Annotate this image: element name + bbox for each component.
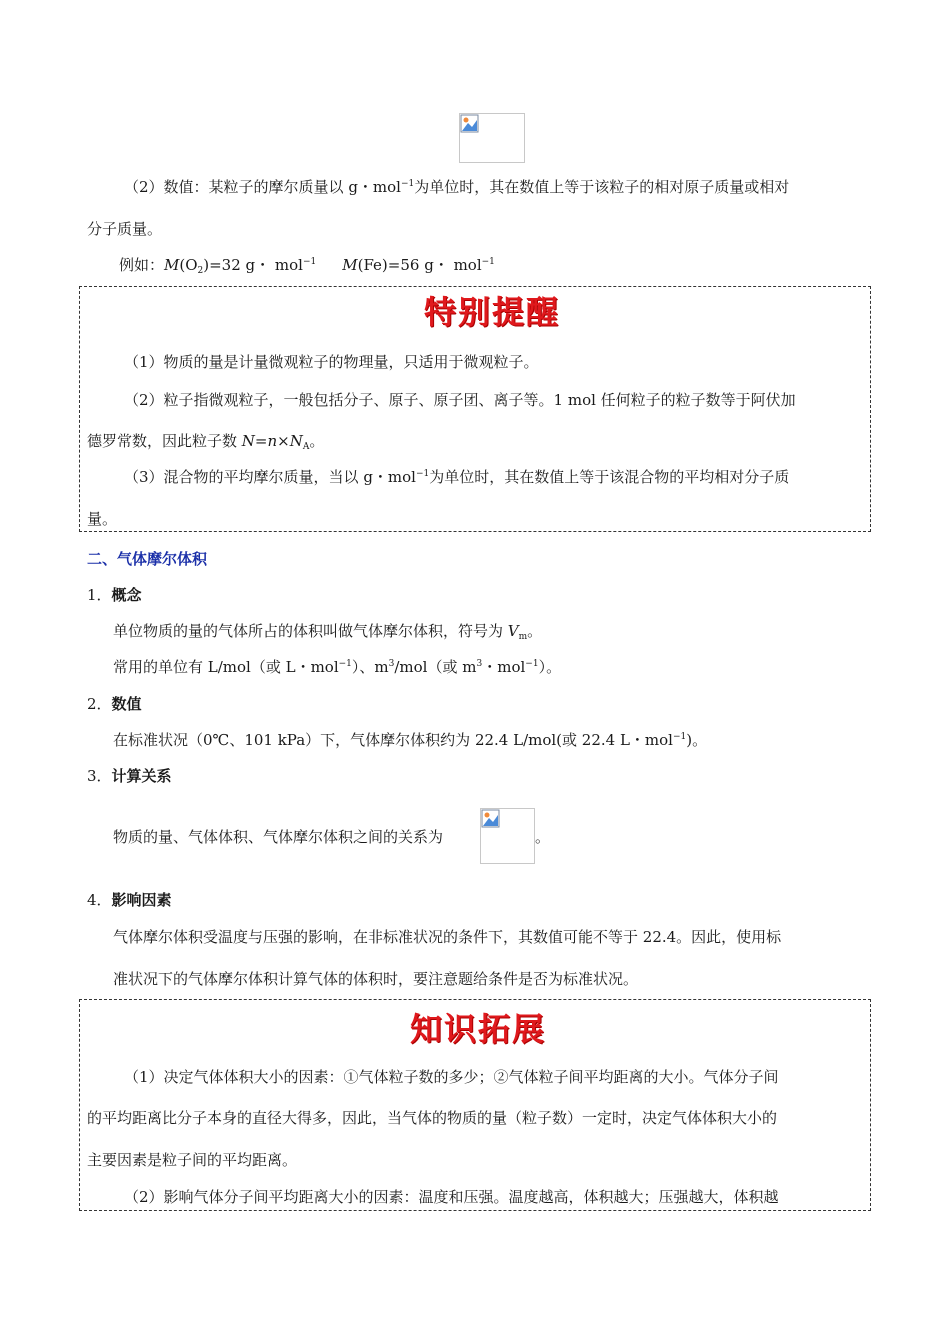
superscript: −1 xyxy=(525,659,539,669)
reminder-p3b: 量。 xyxy=(87,510,118,528)
text: ）。 xyxy=(538,658,562,676)
var: M xyxy=(342,256,358,274)
var: n xyxy=(267,432,278,450)
paragraph-value xyxy=(124,177,789,197)
superscript: −1 xyxy=(481,257,495,267)
formula-image-placeholder xyxy=(480,808,535,864)
subscript: m xyxy=(518,632,528,642)
reminder-p2a: （2）粒子指微观粒子，一般包括分子、原子、原子团、离子等。1 mol 任何粒子的粒子数等于阿伏加 xyxy=(124,391,796,409)
var: N xyxy=(289,432,303,450)
subscript: A xyxy=(302,442,310,452)
superscript: −1 xyxy=(415,469,430,479)
expand-p2: （2）影响气体分子间平均距离大小的因素：温度和压强。温度越高，体积越大；压强越大，体积越 xyxy=(124,1188,779,1206)
section-heading: 二、气体摩尔体积 xyxy=(87,550,208,568)
title: 影响因素 xyxy=(111,891,172,909)
text: （3）混合物的平均摩尔质量，当以 g・mol xyxy=(124,468,416,486)
text: 例如： xyxy=(119,256,165,274)
s3-p1-end: 。 xyxy=(535,828,551,846)
reminder-p3a xyxy=(124,467,789,487)
text: = xyxy=(254,432,268,450)
text: ・mol xyxy=(482,658,526,676)
text: 。 xyxy=(309,432,325,450)
text: /mol（或 m xyxy=(394,658,477,676)
subheading-3 xyxy=(87,766,172,786)
number: 4． xyxy=(87,891,112,909)
superscript: −1 xyxy=(338,659,352,669)
s1-p2 xyxy=(113,657,561,677)
text: ）、m xyxy=(351,658,389,676)
text: × xyxy=(277,432,290,450)
text: )=32 g・ mol xyxy=(203,256,303,274)
example-line xyxy=(119,255,495,275)
s1-p1 xyxy=(113,621,542,641)
title: 计算关系 xyxy=(111,767,172,785)
number: 1． xyxy=(87,586,112,604)
subscript: 2 xyxy=(197,266,204,276)
superscript: −1 xyxy=(672,732,687,742)
superscript: −1 xyxy=(400,179,415,189)
text: 在标准状况（0℃、101 kPa）下，气体摩尔体积约为 22.4 L/mol(或 22.4 L・mol xyxy=(113,731,673,749)
number: 2． xyxy=(87,695,112,713)
reminder-banner: 特别提醒 xyxy=(424,293,561,331)
reminder-p2b xyxy=(87,431,324,451)
var: N xyxy=(241,432,255,450)
formula-image-placeholder xyxy=(459,113,525,163)
text: 常用的单位有 L/mol（或 L・mol xyxy=(113,658,339,676)
var: M xyxy=(164,256,180,274)
s3-p1: 物质的量、气体体积、气体摩尔体积之间的关系为 xyxy=(113,828,444,846)
text: 为单位时，其在数值上等于该混合物的平均相对分子质 xyxy=(429,468,790,486)
expand-p1a: （1）决定气体体积大小的因素：①气体粒子数的多少；②气体粒子间平均距离的大小。气体分子间 xyxy=(124,1068,779,1086)
text: （2）数值：某粒子的摩尔质量以 g・mol xyxy=(124,178,401,196)
expand-p1b: 的平均距离比分子本身的直径大得多，因此，当气体的物质的量（粒子数）一定时，决定气体体积大小的 xyxy=(87,1109,778,1127)
subheading-2 xyxy=(87,694,142,714)
text: 单位物质的量的气体所占的体积叫做气体摩尔体积，符号为 xyxy=(113,622,508,640)
s4-p1: 气体摩尔体积受温度与压强的影响，在非标准状况的条件下，其数值可能不等于 22.4。因此，使用标 xyxy=(113,928,782,946)
paragraph-value-cont: 分子质量。 xyxy=(87,220,163,238)
text: (Fe)=56 g・ mol xyxy=(357,256,482,274)
broken-image-icon xyxy=(460,114,480,134)
text: 为单位时，其在数值上等于该粒子的相对原子质量或相对 xyxy=(414,178,790,196)
subheading-4 xyxy=(87,890,172,910)
text: 德罗常数，因此粒子数 xyxy=(87,432,242,450)
superscript: 3 xyxy=(476,659,483,669)
subheading-1 xyxy=(87,585,142,605)
title: 数值 xyxy=(111,695,142,713)
text: )。 xyxy=(686,731,708,749)
superscript: 3 xyxy=(388,659,395,669)
expand-p1c: 主要因素是粒子间的平均距离。 xyxy=(87,1151,298,1169)
s4-p2: 准状况下的气体摩尔体积计算气体的体积时，要注意题给条件是否为标准状况。 xyxy=(113,970,639,988)
broken-image-icon xyxy=(481,809,501,829)
text: (O xyxy=(179,256,198,274)
number: 3． xyxy=(87,767,112,785)
expand-banner: 知识拓展 xyxy=(410,1010,547,1048)
superscript: −1 xyxy=(302,257,317,267)
s2-p1 xyxy=(113,730,707,750)
reminder-p1: （1）物质的量是计量微观粒子的物理量，只适用于微观粒子。 xyxy=(124,353,539,371)
text: 。 xyxy=(527,622,543,640)
title: 概念 xyxy=(111,586,142,604)
var: V xyxy=(507,622,519,640)
